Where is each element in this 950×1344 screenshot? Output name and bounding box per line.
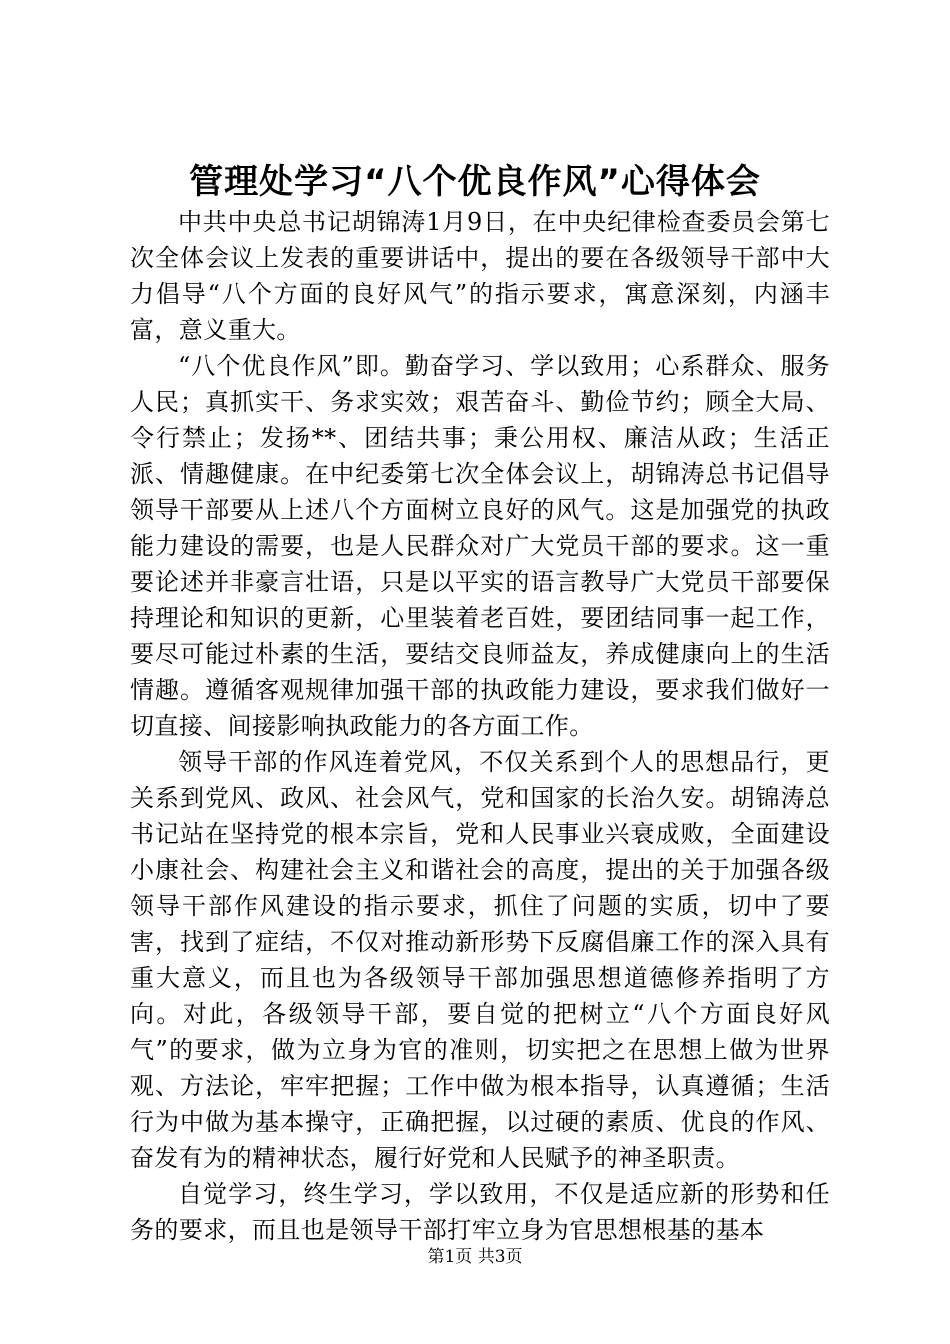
document-title: 管理处学习“八个优良作风”心得体会	[189, 162, 761, 202]
paragraph-1: 中共中央总书记胡锦涛1月9日，在中央纪律检查委员会第七次全体会议上发表的重要讲话中，提出的要在各级领导干部中大力倡导“八个方面的良好风气”的指示要求，寓意深刻，内涵丰富，意义重大。	[130, 208, 830, 344]
paragraph-3: 领导干部的作风连着党风，不仅关系到个人的思想品行，更关系到党风、政风、社会风气，党和国家的长治久安。胡锦涛总书记站在坚持党的根本宗旨，党和人民事业兴衰成败，全面建设小康社会、构建社会主义和谐社会的高度，提出的关于加强各级领导干部作风建设的指示要求，抓住了问题的实质，切中了要害，找到了症结，不仅对推动新形势下反腐倡廉工作的深入具有重大意义，而且也为各级领导干部加强思想道德修养指明了方向。对此，各级领导干部，要自觉的把树立“八个方面良好风气”的要求，做为立身为官的准则，切实把之在思想上做为世界观、方法论，牢牢把握；工作中做为根本指导，认真遵循；生活行为中做为基本操守，正确把握，以过硬的素质、优良的作风、奋发有为的精神状态，履行好党和人民赋予的神圣职责。	[130, 748, 830, 1172]
paragraph-4: 自觉学习，终生学习，学以致用，不仅是适应新的形势和任务的要求，而且也是领导干部打牢立身为官思想根基的基本	[130, 1180, 830, 1244]
paragraph-2: “八个优良作风”即。勤奋学习、学以致用；心系群众、服务人民；真抓实干、务求实效；艰苦奋斗、勤俭节约；顾全大局、令行禁止；发扬**、团结共事；秉公用权、廉洁从政；生活正派、情趣健康。在中纪委第七次全体会议上，胡锦涛总书记倡导领导干部要从上述八个方面树立良好的风气。这是加强党的执政能力建设的需要，也是人民群众对广大党员干部的要求。这一重要论述并非豪言壮语，只是以平实的语言教导广大党员干部要保持理论和知识的更新，心里装着老百姓，要团结同事一起工作，要尽可能过朴素的生活，要结交良师益友，养成健康向上的生活情趣。遵循客观规律加强干部的执政能力建设，要求我们做好一切直接、间接影响执政能力的各方面工作。	[130, 352, 830, 740]
document-body	[130, 204, 830, 1248]
page-number-footer: 第1页 共3页	[427, 1247, 523, 1267]
